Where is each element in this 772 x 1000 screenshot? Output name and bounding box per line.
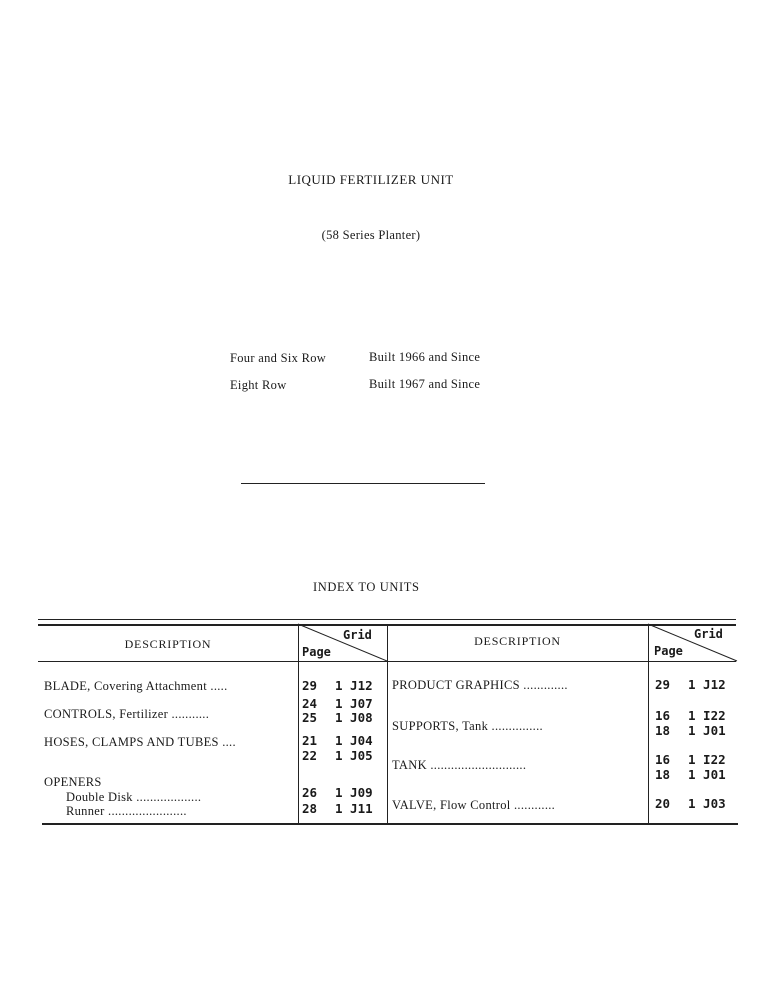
ref-grid: 1 I22 [688,752,726,767]
ref-page: 18 [655,767,671,782]
ref-grid: 1 J03 [688,796,726,811]
list-item: Runner ....................... [66,804,187,818]
list-item: HOSES, CLAMPS AND TUBES .... [44,735,236,749]
document-subtitle: (58 Series Planter) [321,228,421,242]
ref-grid: 1 I22 [688,708,726,723]
ref-page: 29 [655,677,671,692]
ref-grid: 1 J12 [335,678,373,693]
model-label: Four and Six Row [230,351,327,365]
document-title: LIQUID FERTILIZER UNIT [288,172,454,187]
header-grid: Grid [694,627,723,641]
list-item: CONTROLS, Fertilizer ........... [44,707,210,721]
ref-grid: 1 J08 [335,710,373,725]
list-item: OPENERS [44,775,102,789]
header-grid: Grid [343,628,372,642]
ref-page: 24 [302,696,318,711]
index-title: INDEX TO UNITS [313,580,420,594]
model-label: Eight Row [230,378,287,392]
ref-page: 25 [302,710,318,725]
list-item: TANK ............................ [392,758,527,772]
header-description: DESCRIPTION [124,637,212,651]
ref-grid: 1 J05 [335,748,373,763]
ref-grid: 1 J01 [688,723,726,738]
ref-page: 26 [302,785,318,800]
ref-page: 29 [302,678,318,693]
ref-grid: 1 J12 [688,677,726,692]
table-rule-bottom [42,823,738,825]
ref-page: 20 [655,796,671,811]
ref-page: 16 [655,752,671,767]
header-page: Page [302,645,331,659]
ref-grid: 1 J01 [688,767,726,782]
model-built: Built 1967 and Since [369,377,481,391]
list-item: BLADE, Covering Attachment ..... [44,679,228,693]
list-item: Double Disk ................... [66,790,202,804]
ref-grid: 1 J04 [335,733,373,748]
list-item: SUPPORTS, Tank ............... [392,719,543,733]
ref-page: 28 [302,801,318,816]
model-built: Built 1966 and Since [369,350,481,364]
ref-page: 22 [302,748,318,763]
list-item: VALVE, Flow Control ............ [392,798,556,812]
ref-page: 16 [655,708,671,723]
header-page: Page [654,644,683,658]
header-description: DESCRIPTION [474,634,561,648]
ref-page: 21 [302,733,318,748]
divider-rule [241,483,485,484]
table-rule-top [38,619,736,620]
ref-grid: 1 J09 [335,785,373,800]
ref-grid: 1 J07 [335,696,373,711]
list-item: PRODUCT GRAPHICS ............. [392,678,568,692]
ref-page: 18 [655,723,671,738]
ref-grid: 1 J11 [335,801,373,816]
